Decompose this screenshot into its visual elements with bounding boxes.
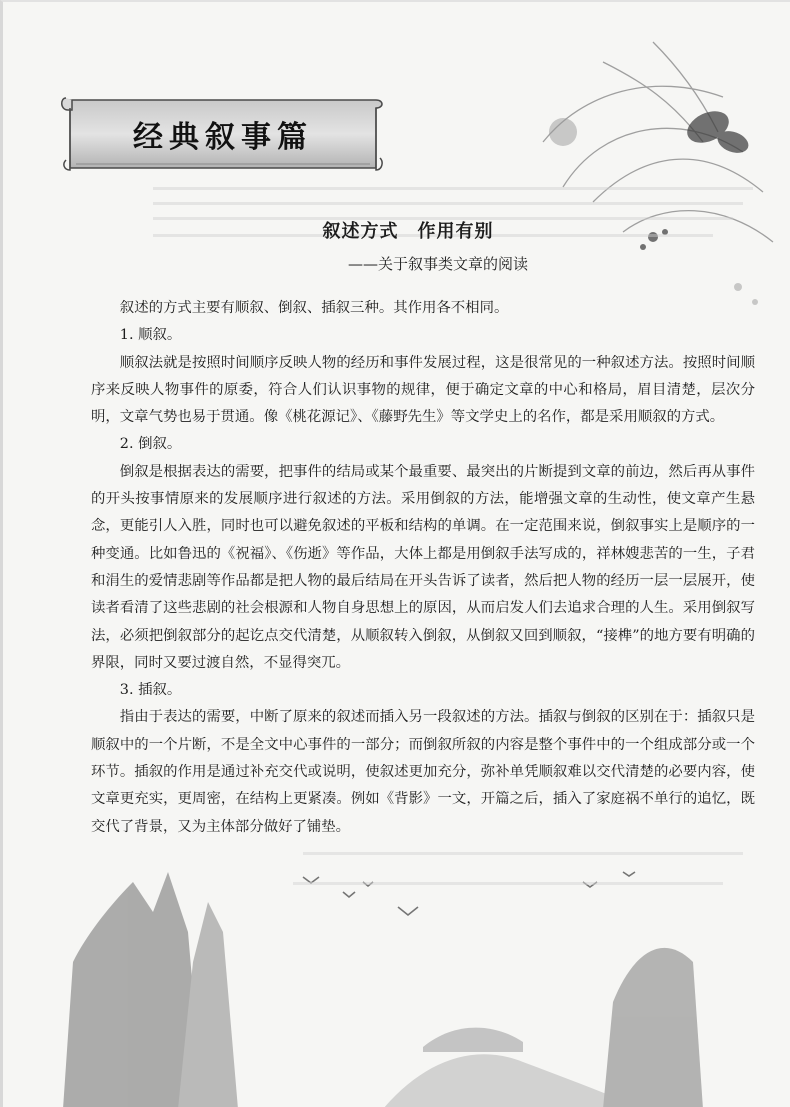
section-heading-daoxu: 2. 倒叙。 bbox=[119, 436, 182, 453]
paragraph-shunxu: 顺叙法就是按照时间顺序反映人物的经历和事件发展过程，这是很常见的一种叙述方法。按照时间顺序来反映人物事件的原委，符合人们认识事物的规律，便于确定文章的中心和格局，眉目清楚，层次分明，文章气势也易于贯通。像《桃花源记》、《藤野先生》等文学史上的名作，都是采用顺叙的方式。 bbox=[91, 354, 755, 426]
section-heading-chaxu: 3. 插叙。 bbox=[119, 682, 182, 699]
paragraph-chaxu: 指由于表达的需要，中断了原来的叙述而插入另一段叙述的方法。插叙与倒叙的区别在于：插叙只是顺叙中的一个片断，不是全文中心事件的一部分；而倒叙所叙的内容是整个事件中的一个组成部分或一个环节。插叙的作用是通过补充交代或说明，使叙述更加充分，弥补单凭顺叙难以交代清楚的必要内容，使文章更充实，更周密，在结构上更紧凑。例如《背影》一文，开篇之后，插入了家庭祸不单行的追忆，既交代了背景，又为主体部分做好了铺垫。 bbox=[91, 709, 755, 835]
flower-swirl-icon bbox=[543, 42, 773, 242]
section-title-banner bbox=[58, 94, 388, 174]
article-subtitle: ——关于叙事类文章的阅读 bbox=[347, 255, 528, 273]
section-title: 经典叙事篇 bbox=[133, 120, 313, 155]
birds-icon bbox=[303, 872, 635, 915]
article-body bbox=[91, 295, 755, 841]
section-heading-shunxu: 1. 顺叙。 bbox=[119, 327, 182, 344]
mountain-landscape-icon bbox=[63, 872, 703, 1107]
paragraph-daoxu: 倒叙是根据表达的需要，把事件的结局或某个最重要、最突出的片断提到文章的前边，然后再从事件的开头按事情原来的发展顺序进行叙述的方法。采用倒叙的方法，能增强文章的生动性，使文章产生悬念，更能引人入胜，同时也可以避免叙述的平板和结构的单调。在一定范围来说，倒叙事实上是顺序的一种变通。比如鲁迅的《祝福》、《伤逝》等作品，大体上都是用倒叙手法写成的，祥林嫂悲苦的一生，子君和涓生的爱情悲剧等作品都是把人物的最后结局在开头告诉了读者，然后把人物的经历一层一层展开，使读者看清了这些悲剧的社会根源和人物自身思想上的原因，从而启发人们去追求合理的人生。采用倒叙写法，必须把倒叙部分的起讫点交代清楚，从顺叙转入倒叙，从倒叙又回到顺叙，“接榫”的地方要有明确的界限，同时又要过渡自然，不显得突兀。 bbox=[91, 463, 755, 671]
paragraph-intro: 叙述的方式主要有顺叙、倒叙、插叙三种。其作用各不相同。 bbox=[119, 300, 509, 316]
article-title: 叙述方式 作用有别 bbox=[322, 221, 494, 242]
